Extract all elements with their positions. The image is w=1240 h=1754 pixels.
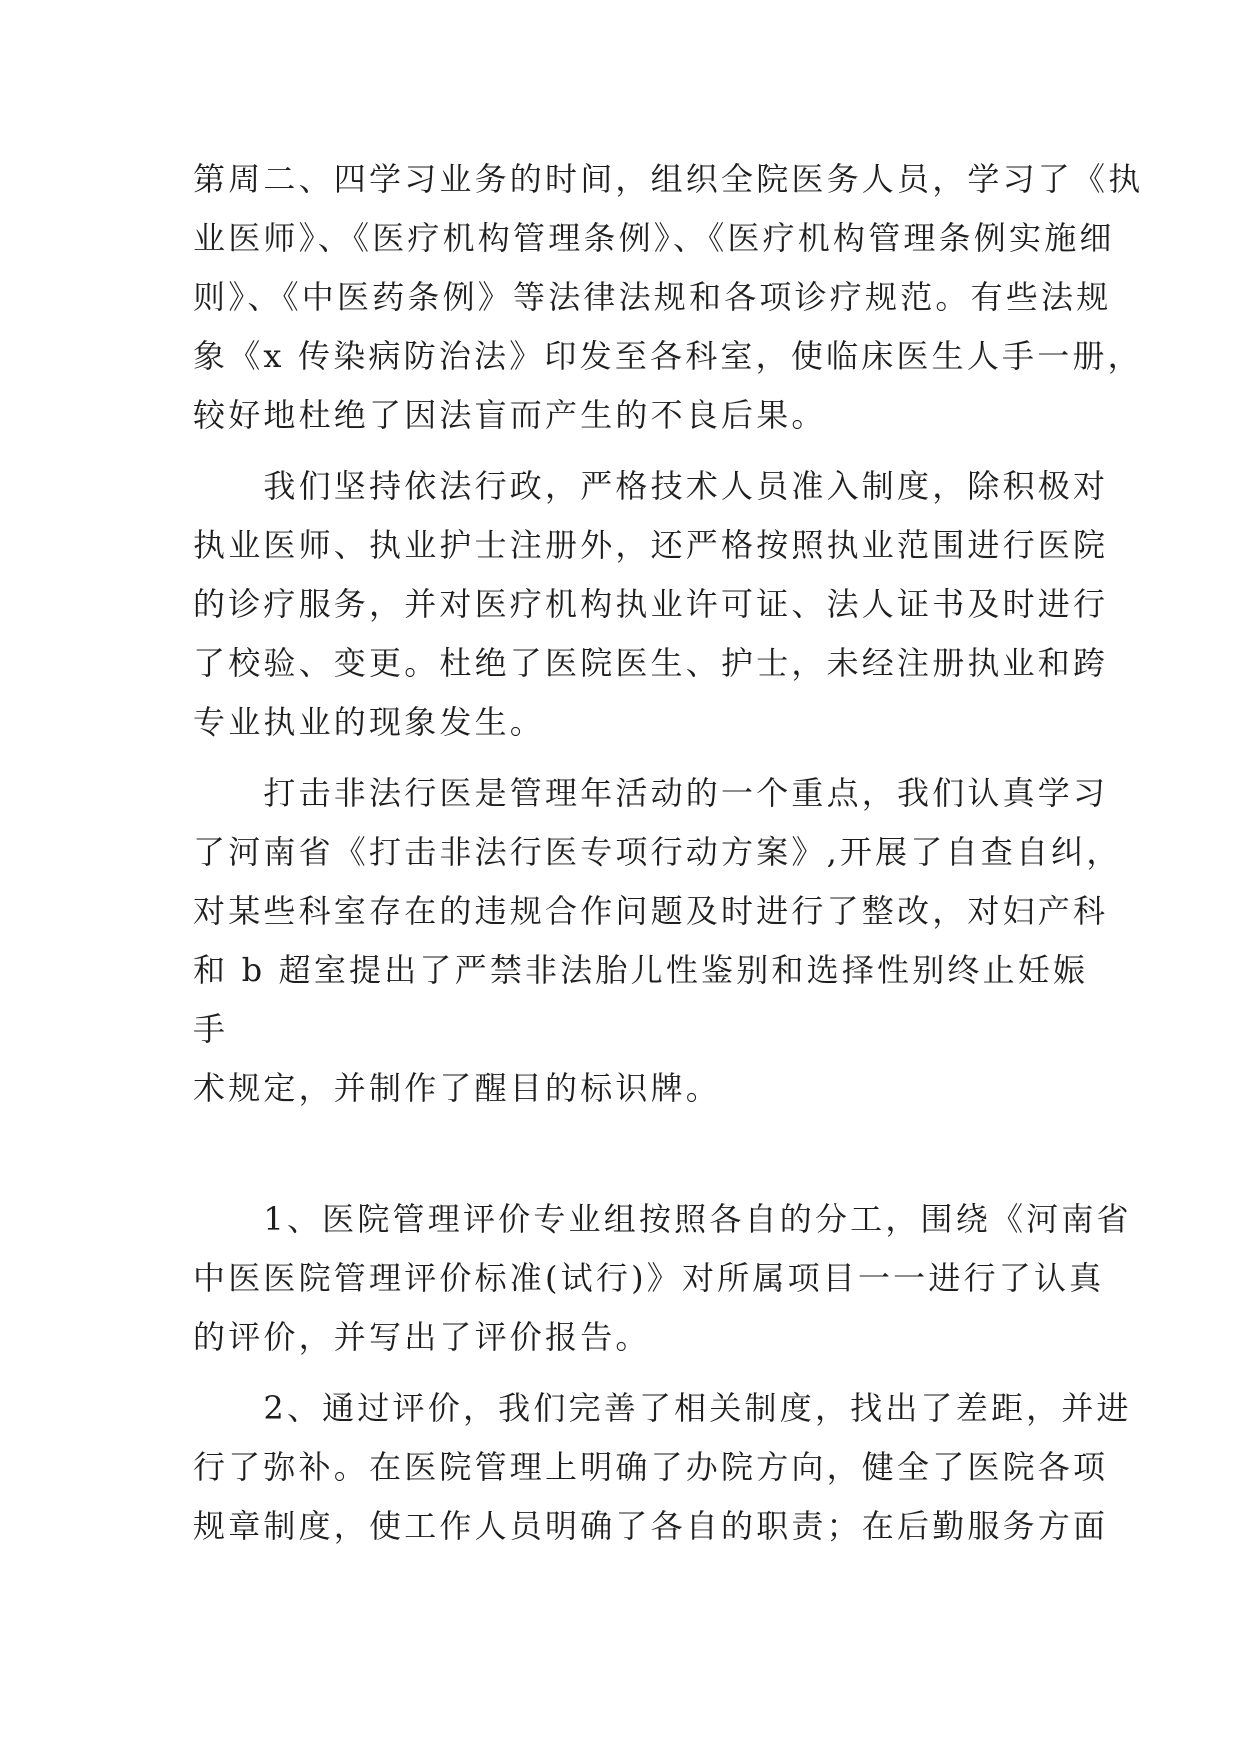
paragraph-lawful-administration bbox=[193, 457, 1109, 752]
text-line: 专业执业的现象发生。 bbox=[193, 703, 546, 741]
paragraph-illegal-practice bbox=[193, 764, 1122, 1118]
paragraph-study-regulations bbox=[193, 150, 1144, 445]
text-line: 2、通过评价，我们完善了相关制度，找出了差距，并进 bbox=[193, 1389, 1132, 1427]
text-line: 了校验、变更。杜绝了医院医生、护士，未经注册执业和跨 bbox=[193, 644, 1109, 682]
paragraph-gap bbox=[193, 1130, 1053, 1190]
text-line: 1、医院管理评价专业组按照各自的分工，围绕《河南省 bbox=[193, 1200, 1132, 1238]
text-line: 中医医院管理评价标准(试行)》对所属项目一一进行了认真 bbox=[193, 1259, 1105, 1297]
text-line: 和 b 超室提出了严禁非法胎儿性鉴别和选择性别终止妊娠 bbox=[193, 951, 1089, 989]
text-line: 业医师》、《医疗机构管理条例》、《医疗机构管理条例实施细 bbox=[193, 219, 1115, 257]
text-line: 手 bbox=[193, 1010, 229, 1048]
text-line: 打击非法行医是管理年活动的一个重点，我们认真学习 bbox=[193, 774, 1109, 812]
text-line: 术规定，并制作了醒目的标识牌。 bbox=[193, 1069, 722, 1107]
text-line: 则》、《中医药条例》等法律法规和各项诊疗规范。有些法规 bbox=[193, 278, 1112, 316]
text-line: 我们坚持依法行政，严格技术人员准入制度，除积极对 bbox=[193, 467, 1109, 505]
text-line: 执业医师、执业护士注册外，还严格按照执业范围进行医院 bbox=[193, 526, 1109, 564]
text-line: 规章制度，使工作人员明确了各自的职责；在后勤服务方面 bbox=[193, 1507, 1109, 1545]
text-line: 了河南省《打击非法行医专项行动方案》,开展了自查自纠， bbox=[193, 833, 1122, 871]
body-text bbox=[193, 150, 1144, 1568]
text-line: 象《x 传染病防治法》印发至各科室，使临床医生人手一册， bbox=[193, 337, 1143, 375]
text-line: 对某些科室存在的违规合作问题及时进行了整改，对妇产科 bbox=[193, 892, 1109, 930]
text-line: 行了弥补。在医院管理上明确了办院方向，健全了医院各项 bbox=[193, 1448, 1109, 1486]
text-line: 的评价，并写出了评价报告。 bbox=[193, 1318, 651, 1356]
text-line: 的诊疗服务，并对医疗机构执业许可证、法人证书及时进行 bbox=[193, 585, 1109, 623]
text-line: 第周二、四学习业务的时间，组织全院医务人员，学习了《执 bbox=[193, 160, 1144, 198]
text-line: 较好地杜绝了因法盲而产生的不良后果。 bbox=[193, 396, 827, 434]
paragraph-item-2 bbox=[193, 1379, 1132, 1556]
paragraph-item-1 bbox=[193, 1190, 1132, 1367]
